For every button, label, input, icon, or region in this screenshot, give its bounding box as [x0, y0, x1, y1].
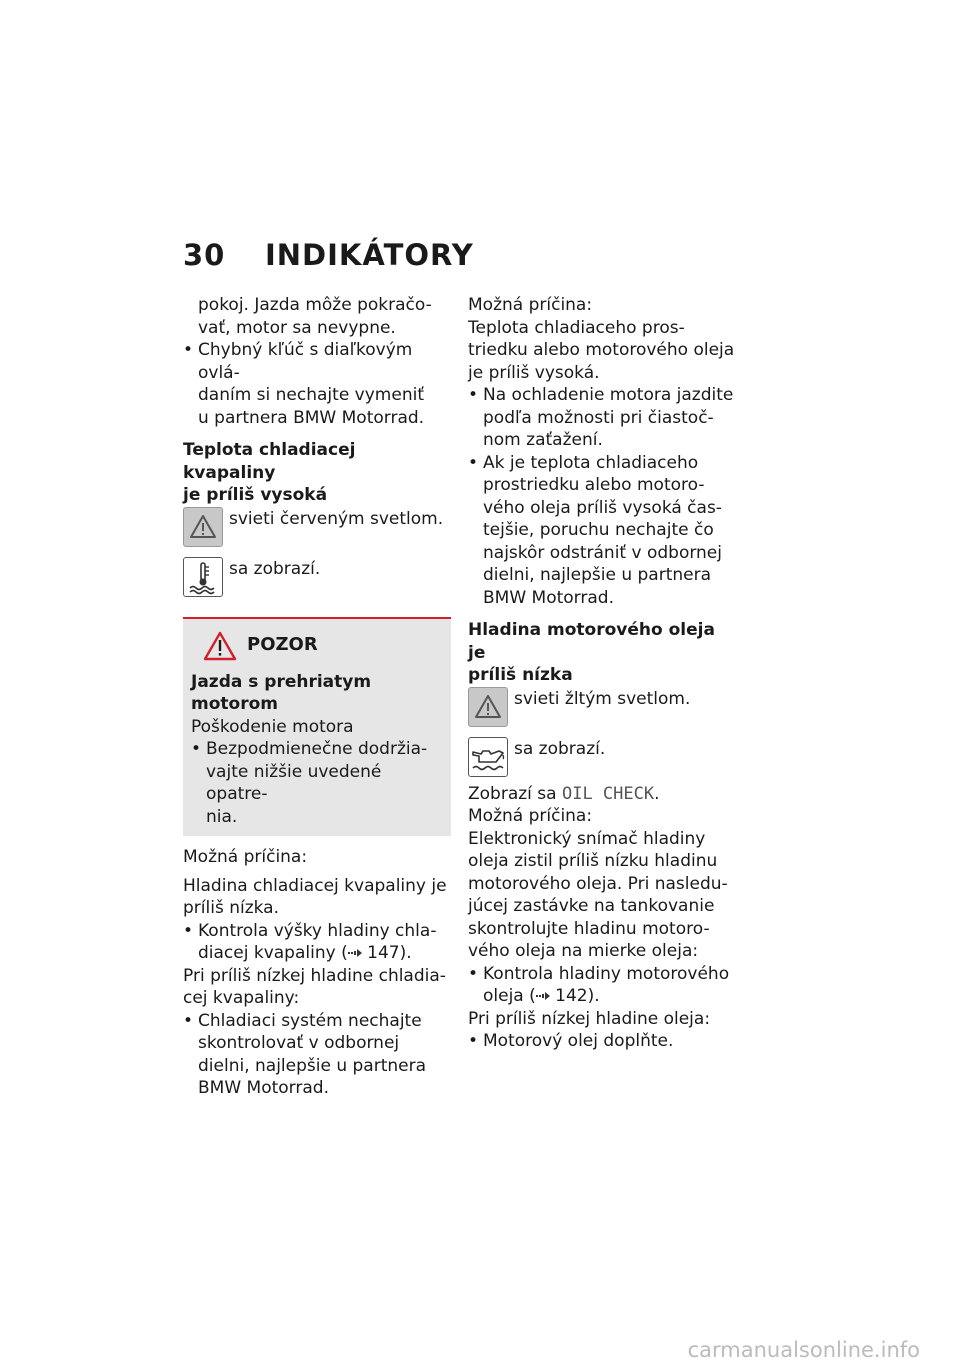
text-line — [183, 942, 451, 965]
heading-line: Teplota chladiacej kvapaliny — [183, 440, 356, 483]
text-line: nom zaťažení. — [483, 430, 603, 450]
indicator-row — [183, 557, 451, 597]
indicator-text: svieti červeným svetlom. — [229, 508, 444, 529]
text-line: daním si nechajte vymeniť — [198, 385, 424, 405]
left-column — [183, 294, 451, 1100]
text-line: • Na ochladenie motora jazdite — [468, 384, 736, 407]
indicator-text: svieti žltým svetlom. — [514, 688, 691, 709]
warning-triangle-icon — [203, 631, 237, 661]
oil-can-icon — [468, 737, 508, 777]
text-line: Teplota chladiaceho pros- — [468, 317, 685, 338]
indicator-text: sa zobrazí. — [514, 738, 606, 759]
text-line: podľa možnosti pri čiastoč- — [483, 407, 714, 428]
text-line: cej kvapaliny: — [183, 988, 300, 1008]
caution-title: POZOR — [247, 634, 318, 656]
text-line: Poškodenie motora — [191, 716, 354, 737]
page-reference-arrow-icon — [348, 948, 362, 958]
page-reference-arrow-icon — [536, 991, 550, 1001]
heading-line: Hladina motorového oleja je — [468, 620, 715, 663]
caution-subtitle: Jazda s prehriatym motorom — [191, 671, 372, 714]
page-reference: 142). — [549, 986, 600, 1006]
coolant-temperature-icon — [183, 557, 223, 597]
text-line — [468, 985, 736, 1008]
indicator-text: sa zobrazí. — [229, 558, 321, 579]
text-line: Pri príliš nízkej hladine oleja: — [468, 1008, 711, 1029]
text-line: BMW Motorrad. — [483, 587, 614, 608]
text-line: júcej zastávke na tankovanie — [468, 896, 715, 916]
text-line — [468, 783, 736, 806]
text-line: u partnera BMW Motorrad. — [198, 407, 425, 428]
text-line: vého oleja na mierke oleja: — [468, 941, 699, 961]
text-fragment: oleja ( — [483, 986, 536, 1006]
text-line: Pri príliš nízkej hladine chladia- — [183, 965, 446, 986]
text-line: • Ak je teplota chladiaceho — [468, 452, 736, 475]
text-line: • Motorový olej doplňte. — [468, 1030, 736, 1053]
text-line: nia. — [206, 806, 238, 827]
page-header — [183, 238, 474, 282]
text-line: Elektronický snímač hladiny — [468, 828, 706, 849]
text-line: dielni, najlepšie u partnera — [198, 1055, 427, 1076]
heading-line: príliš nízka — [468, 665, 573, 685]
text-line: • Kontrola výšky hladiny chla- — [183, 920, 451, 943]
text-line: Hladina chladiacej kvapaliny je — [183, 875, 447, 896]
warning-triangle-icon — [468, 687, 508, 727]
watermark: carmanualsonline.info — [687, 1338, 920, 1362]
indicator-row — [183, 507, 451, 547]
page-number: 30 — [183, 238, 226, 272]
text-fragment: . — [654, 783, 660, 804]
page-title: INDIKÁTORY — [265, 238, 474, 272]
page-reference: 147). — [361, 943, 412, 963]
text-line: vajte nižšie uvedené opatre- — [206, 761, 382, 804]
text-line: najskôr odstrániť v odbornej — [483, 542, 722, 563]
text-line: Možná príčina: — [183, 847, 308, 867]
text-fragment: diacej kvapaliny ( — [198, 943, 348, 963]
section-heading-oil-level — [468, 619, 736, 687]
text-line: skontrolovať v odbornej — [198, 1033, 400, 1053]
indicator-row — [468, 737, 736, 777]
bullet-item — [183, 339, 451, 429]
text-line: Možná príčina: — [468, 295, 593, 315]
text-fragment: Zobrazí sa — [468, 783, 562, 804]
heading-line: je príliš vysoká — [183, 485, 328, 505]
text-line: BMW Motorrad. — [198, 1078, 329, 1098]
text-line: oleja zistil príliš nízku hladinu — [468, 851, 718, 871]
text-line: pokoj. Jazda môže pokračo- — [198, 295, 432, 315]
text-line: Možná príčina: — [468, 806, 593, 826]
indicator-row — [468, 687, 736, 727]
text-line: • Bezpodmienečne dodržia- — [191, 738, 443, 761]
text-line: triedku alebo motorového oleja — [468, 340, 735, 360]
text-line: prostriedku alebo motoro- — [483, 475, 705, 495]
warning-triangle-icon — [183, 507, 223, 547]
text-line: skontrolujte hladinu motoro- — [468, 918, 710, 939]
text-line: motorového oleja. Pri nasledu- — [468, 873, 728, 894]
text-line: dielni, najlepšie u partnera — [483, 565, 712, 585]
caution-header — [191, 631, 443, 661]
text-line: je príliš vysoká. — [468, 362, 600, 383]
text-line: vého oleja príliš vysoká čas- — [483, 497, 722, 518]
text-line: vať, motor sa nevypne. — [198, 317, 396, 338]
text-line: príliš nízka. — [183, 898, 279, 918]
section-heading-coolant — [183, 439, 451, 507]
text-line: tejšie, poruchu nechajte čo — [483, 520, 714, 540]
text-line: • Kontrola hladiny motorového — [468, 963, 736, 986]
right-column — [468, 294, 736, 1053]
display-message-code: OIL CHECK — [561, 783, 655, 804]
text-line: • Chybný kľúč s diaľkovým ovlá- — [183, 339, 451, 384]
text-line: • Chladiaci systém nechajte — [183, 1010, 451, 1033]
caution-box — [183, 617, 451, 837]
